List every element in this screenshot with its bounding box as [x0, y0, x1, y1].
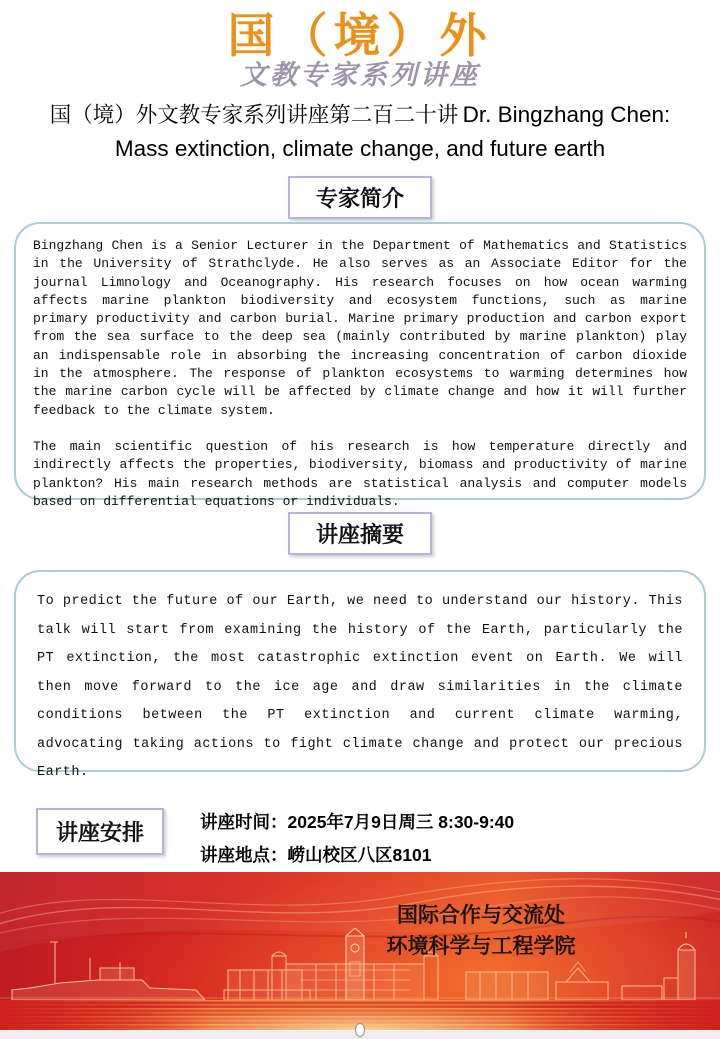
schedule-location-label: 讲座地点： [200, 845, 288, 865]
schedule-time-label: 讲座时间： [200, 812, 288, 832]
organizer-line: 环境科学与工程学院 [386, 935, 576, 958]
schedule-time-row [200, 806, 514, 839]
schedule-time-value: 2025年7月9日周三 8:30-9:40 [287, 812, 515, 832]
schedule-section-header: 讲座安排 [36, 808, 164, 855]
bio-paragraph: The main scientific question of his research is how temperature directly and indirectly affects the properties, biodiversity, biomass and productivity of marine plankton? His main research methods are statistical analysis and computer models based on differential equations or individuals. [33, 438, 687, 509]
bottom-resize-handle[interactable] [355, 1023, 365, 1037]
abstract-paragraph: To predict the future of our Earth, we need to understand our history. This talk will start from examining the history of the Earth, particularly the PT extinction, the most catastrophic extinction event on Earth. We will then move forward to the ice age and draw similarities in the climate conditions between the PT extinction and current climate warming, advocating taking actions to fight climate change and protect our precious Earth. [37, 594, 683, 780]
lecture-title-speaker: Dr. Bingzhang Chen: [462, 102, 671, 127]
footer-banner [0, 872, 720, 1030]
lecture-title [10, 99, 710, 167]
schedule-location-value: 崂山校区八区8101 [287, 845, 432, 865]
series-logo-main-text: 国（境）外 [227, 9, 493, 62]
bio-section-header: 专家简介 [288, 176, 432, 219]
schedule-info [200, 806, 514, 872]
lecture-title-series: 国（境）外文教专家系列讲座第二百二十讲 [49, 103, 459, 127]
bio-text-box [14, 222, 706, 509]
lecture-title-topic: Mass extinction, climate change, and future earth [114, 136, 606, 161]
abstract-section-header: 讲座摘要 [288, 512, 432, 555]
series-logo [0, 10, 720, 90]
organizer-names [320, 900, 642, 962]
series-logo-sub-text: 文教专家系列讲座 [240, 60, 480, 90]
organizer-line: 国际合作与交流处 [397, 904, 565, 927]
bio-paragraph: Bingzhang Chen is a Senior Lecturer in the Department of Mathematics and Statistics in the University of Strathclyde. He also serves as an Associate Editor for the journal Limnology and Oceanography. His research focuses on how ocean warming affects marine plankton biodiversity and ecosystem functions, such as marine primary productivity and carbon burial. Marine primary production and carbon export from the sea surface to the deep sea (mainly contributed by marine plankton) play an indispensable role in absorbing the increasing concentration of carbon dioxide in the atmosphere. The response of plankton ecosystems to warming determines how the marine carbon cycle will be affected by climate change and how it will further feedback to the climate system. [33, 238, 687, 418]
abstract-text-box [14, 570, 706, 780]
schedule-location-row [200, 839, 514, 872]
